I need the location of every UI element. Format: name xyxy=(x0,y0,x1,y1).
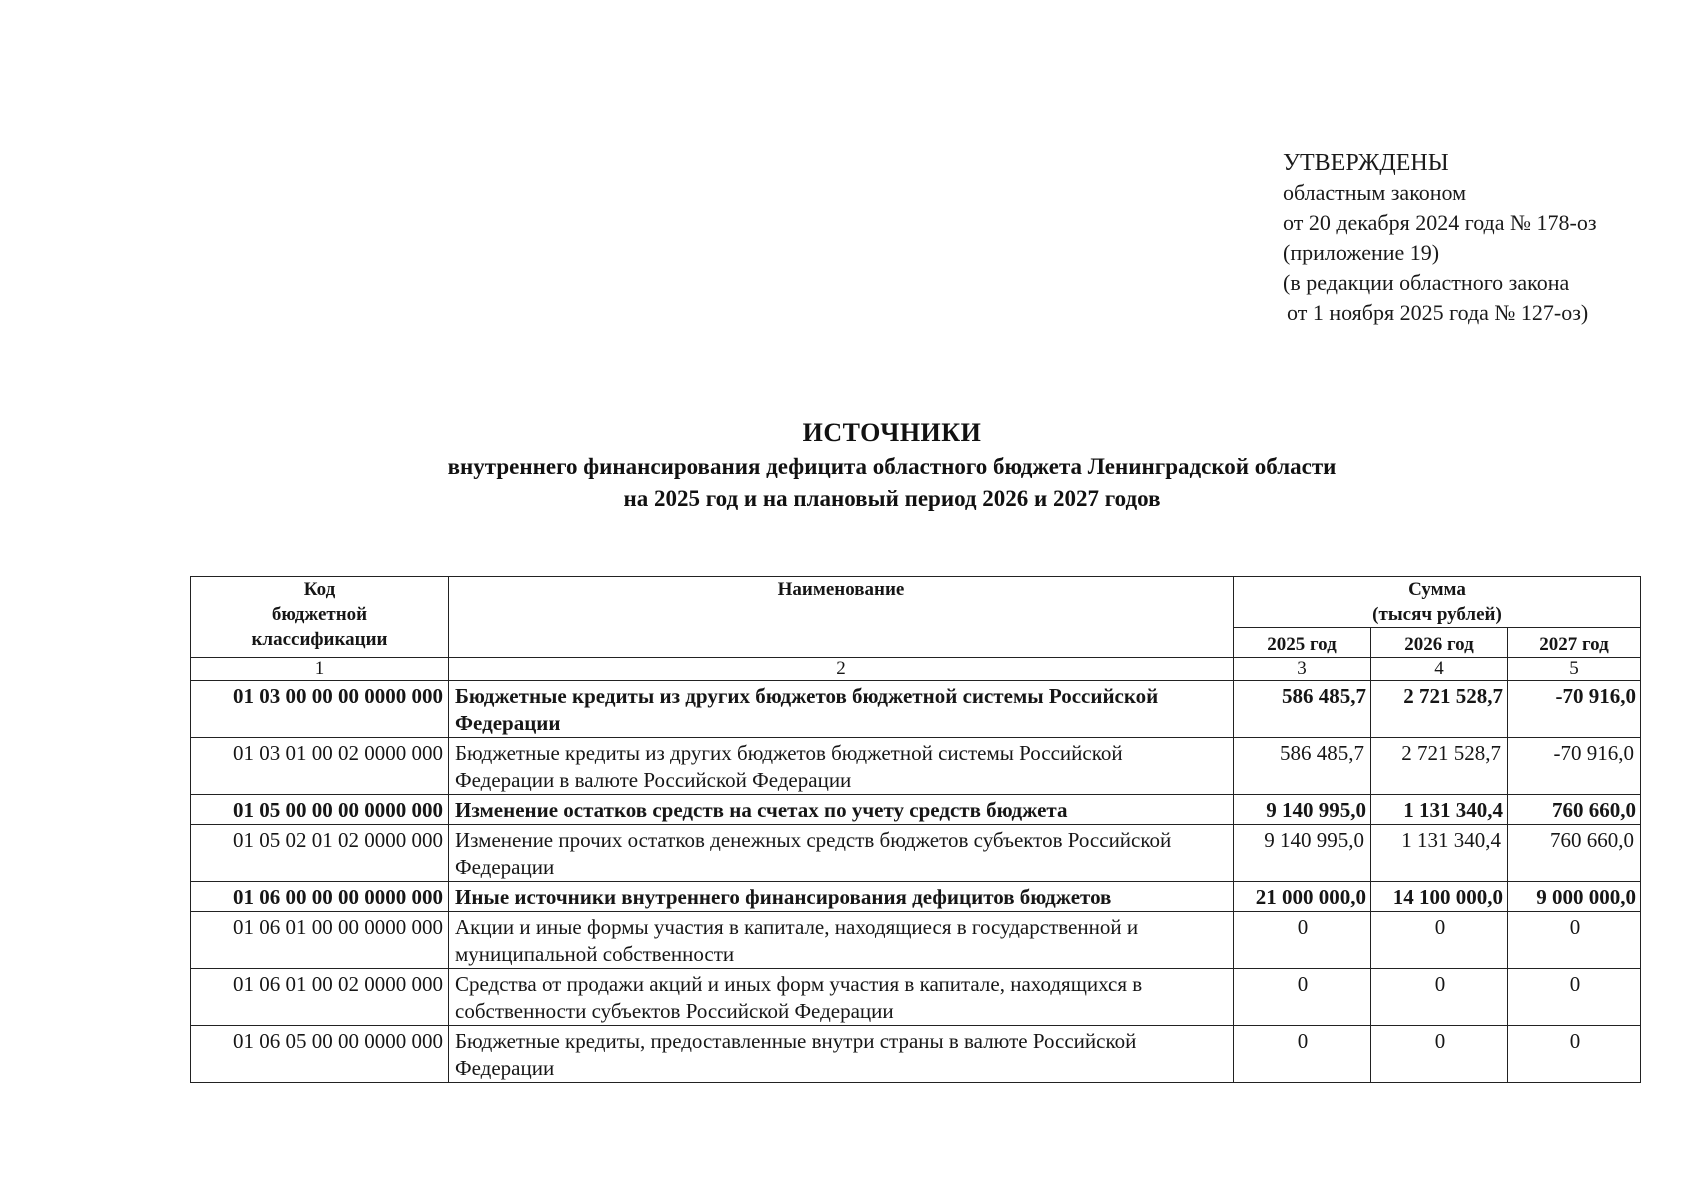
table-row xyxy=(191,1026,1641,1083)
budget-code: 01 05 02 01 02 0000 000 xyxy=(191,825,449,882)
header-sum-line: Сумма xyxy=(1408,579,1466,600)
column-number-row xyxy=(191,658,1641,681)
document-title: ИСТОЧНИКИ xyxy=(802,418,982,447)
header-year-2026: 2026 год xyxy=(1371,628,1508,658)
value-2027: 0 xyxy=(1508,1026,1641,1083)
row-name: Акции и иные формы участия в капитале, находящиеся в государственной и муниципальной собственности xyxy=(449,912,1234,969)
header-sum xyxy=(1234,577,1641,628)
document-period: на 2025 год и на плановый период 2026 и 2027 годов xyxy=(623,486,1161,511)
value-2025: 0 xyxy=(1234,1026,1371,1083)
approval-law-line: областным законом xyxy=(1283,180,1467,205)
value-2026: 2 721 528,7 xyxy=(1371,681,1508,738)
header-code xyxy=(191,577,449,658)
row-name: Бюджетные кредиты из других бюджетов бюджетной системы Российской Федерации xyxy=(449,681,1234,738)
table-row xyxy=(191,681,1641,738)
column-number: 1 xyxy=(191,658,449,681)
value-2025: 586 485,7 xyxy=(1234,681,1371,738)
value-2025: 0 xyxy=(1234,969,1371,1026)
value-2026: 0 xyxy=(1371,912,1508,969)
value-2027: 9 000 000,0 xyxy=(1508,882,1641,912)
value-2025: 0 xyxy=(1234,912,1371,969)
table-row xyxy=(191,825,1641,882)
row-name: Средства от продажи акций и иных форм участия в капитале, находящихся в собственности субъектов Российской Федерации xyxy=(449,969,1234,1026)
value-2026: 1 131 340,4 xyxy=(1371,795,1508,825)
value-2027: 0 xyxy=(1508,912,1641,969)
row-name: Изменение прочих остатков денежных средств бюджетов субъектов Российской Федерации xyxy=(449,825,1234,882)
value-2027: -70 916,0 xyxy=(1508,738,1641,795)
budget-code: 01 06 05 00 00 0000 000 xyxy=(191,1026,449,1083)
budget-code: 01 06 01 00 02 0000 000 xyxy=(191,969,449,1026)
document-title-block xyxy=(0,415,1694,515)
value-2026: 0 xyxy=(1371,969,1508,1026)
table-row xyxy=(191,912,1641,969)
table-header-row xyxy=(191,577,1641,628)
value-2026: 1 131 340,4 xyxy=(1371,825,1508,882)
document-subtitle: внутреннего финансирования дефицита областного бюджета Ленинградской области xyxy=(447,454,1337,479)
budget-code: 01 06 00 00 00 0000 000 xyxy=(191,882,449,912)
column-number: 3 xyxy=(1234,658,1371,681)
value-2025: 9 140 995,0 xyxy=(1234,825,1371,882)
header-year-2025: 2025 год xyxy=(1234,628,1371,658)
value-2025: 21 000 000,0 xyxy=(1234,882,1371,912)
table-row xyxy=(191,882,1641,912)
row-name: Изменение остатков средств на счетах по учету средств бюджета xyxy=(449,795,1234,825)
sources-table xyxy=(190,576,1641,1083)
approval-edition-line: (в редакции областного закона xyxy=(1283,270,1570,295)
value-2027: 760 660,0 xyxy=(1508,795,1641,825)
row-name: Бюджетные кредиты, предоставленные внутри страны в валюте Российской Федерации xyxy=(449,1026,1234,1083)
column-number: 4 xyxy=(1371,658,1508,681)
header-code-line: классификации xyxy=(251,629,388,650)
header-code-line: бюджетной xyxy=(271,604,368,625)
header-year-2027: 2027 год xyxy=(1508,628,1641,658)
column-number: 5 xyxy=(1508,658,1641,681)
row-name: Иные источники внутреннего финансирования дефицитов бюджетов xyxy=(449,882,1234,912)
budget-code: 01 03 01 00 02 0000 000 xyxy=(191,738,449,795)
value-2026: 14 100 000,0 xyxy=(1371,882,1508,912)
budget-code: 01 05 00 00 00 0000 000 xyxy=(191,795,449,825)
table-row xyxy=(191,738,1641,795)
value-2027: 0 xyxy=(1508,969,1641,1026)
approval-heading: УТВЕРЖДЕНЫ xyxy=(1283,150,1449,176)
header-name: Наименование xyxy=(449,577,1234,658)
approval-date-line: от 20 декабря 2024 года № 178-оз xyxy=(1283,210,1597,235)
value-2027: -70 916,0 xyxy=(1508,681,1641,738)
value-2026: 2 721 528,7 xyxy=(1371,738,1508,795)
table-row xyxy=(191,969,1641,1026)
value-2026: 0 xyxy=(1371,1026,1508,1083)
budget-code: 01 06 01 00 00 0000 000 xyxy=(191,912,449,969)
value-2027: 760 660,0 xyxy=(1508,825,1641,882)
table-row xyxy=(191,795,1641,825)
budget-code: 01 03 00 00 00 0000 000 xyxy=(191,681,449,738)
row-name: Бюджетные кредиты из других бюджетов бюджетной системы Российской Федерации в валюте Российской Федерации xyxy=(449,738,1234,795)
value-2025: 9 140 995,0 xyxy=(1234,795,1371,825)
approval-edition-date-line: от 1 ноября 2025 года № 127-оз) xyxy=(1287,300,1589,325)
header-code-line: Код xyxy=(303,579,336,600)
column-number: 2 xyxy=(449,658,1234,681)
approval-block xyxy=(1283,148,1597,328)
value-2025: 586 485,7 xyxy=(1234,738,1371,795)
approval-appendix-line: (приложение 19) xyxy=(1283,240,1440,265)
header-sum-unit: (тысяч рублей) xyxy=(1372,604,1502,625)
